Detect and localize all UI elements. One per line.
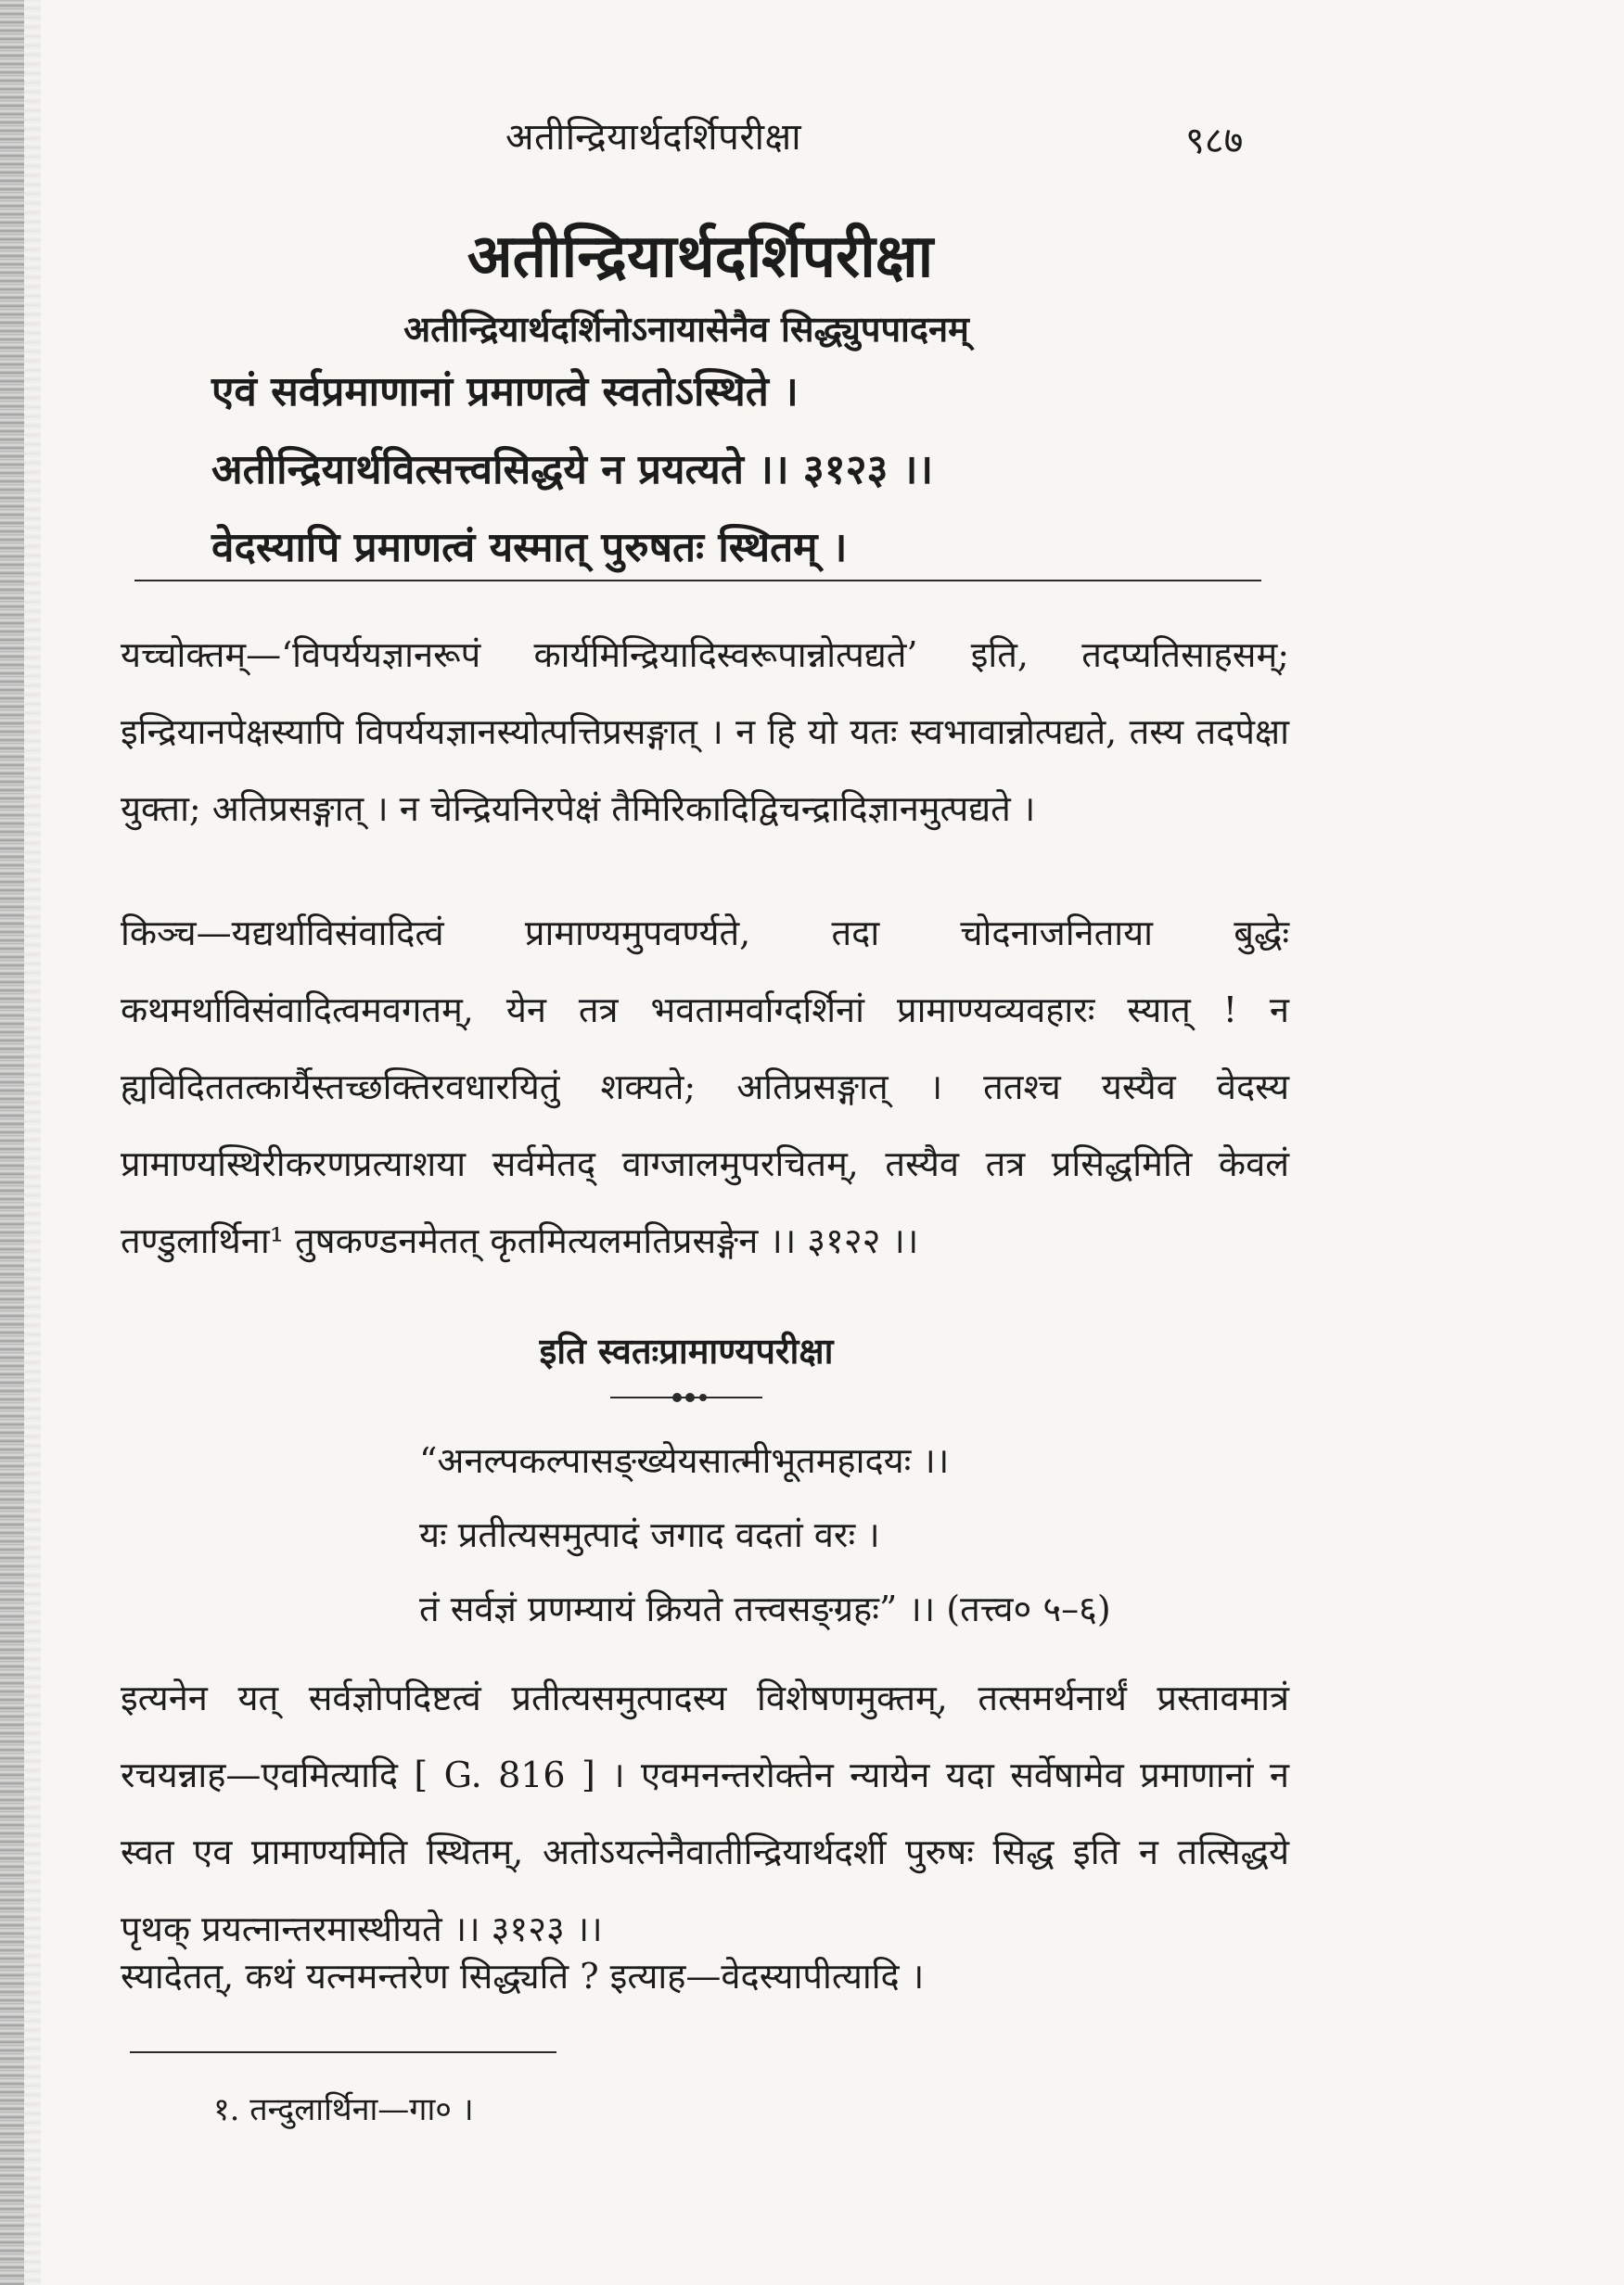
running-head: अतीन्द्रियार्थदर्शिपरीक्षा	[505, 116, 802, 159]
scan-edge-shadow	[0, 0, 24, 2285]
footnote-rule	[130, 2051, 556, 2053]
commentary-paragraph: इत्यनेन यत् सर्वज्ञोपदिष्टत्वं प्रतीत्यसमुत्पादस्य विशेषणमुक्तम्, तत्समर्थनार्थं प्रस्तावमात्रं रचयन्नाह—एवमित्यादि [ G. 816 ] । एवमनन्तरोक्तेन न्यायेन यदा सर्वेषामेव प्रमाणानां न स्वत एव प्रामाण्यमिति स्थितम्, अतोऽयत्नेनैवातीन्द्रियार्थदर्शी पुरुषः सिद्ध इति न तत्सिद्धये पृथक् प्रयत्नान्तरमास्थीयते ।। ३१२३ ।।	[121, 1678, 1289, 1949]
commentary-paragraph: किञ्च—यद्यर्थाविसंवादित्वं प्रामाण्यमुपवर्ण्यते, तदा चोदनाजनिताया बुद्धेः कथमर्थाविसंवादित्वमवगतम्, येन तत्र भवतामर्वाग्दर्शिनां प्रामाण्यव्यवहारः स्यात् ! न ह्यविदिततत्कार्यैस्तच्छक्तिरवधारयितुं शक्यते; अतिप्रसङ्गात् । ततश्च यस्यैव वेदस्य प्रामाण्यस्थिरीकरणप्रत्याशया सर्वमेतद् वाग्जालमुपरचितम्, तस्यैव तत्र प्रसिद्धमिति केवलं तण्डुलार्थिना¹ तुषकण्डनमेतत् कृतमित्यलमतिप्रसङ्गेन ।। ३१२२ ।।	[121, 913, 1289, 1261]
commentary-paragraph: स्यादेतत्, कथं यत्नमन्तरेण सिद्ध्यति ? इत्याह—वेदस्यापीत्यादि ।	[121, 1956, 925, 1997]
quoted-verse-line: यः प्रतीत्यसमुत्पादं जगाद वदतां वरः ।	[419, 1514, 880, 1555]
commentary-paragraph: यच्चोक्तम्—‘विपर्ययज्ञानरूपं कार्यमिन्द्रियादिस्वरूपान्नोत्पद्यते’ इति, तदप्यतिसाहसम्; इन्द्रियानपेक्षस्यापि विपर्ययज्ञानस्योत्पत्तिप्रसङ्गात् । न हि यो यतः स्वभावान्नोत्पद्यते, तस्य तदपेक्षा युक्ता; अतिप्रसङ्गात् । न चेन्द्रियनिरपेक्षं तैमिरिकादिद्विचन्द्रादिज्ञानमुत्पद्यते ।	[121, 634, 1289, 829]
verse-line: अतीन्द्रियार्थवित्सत्त्वसिद्धये न प्रयत्यते ।। ३१२३ ।।	[211, 446, 934, 493]
chapter-title: अतीन्द्रियार्थदर्शिपरीक्षा	[467, 222, 934, 291]
scan-edge-gradient	[24, 0, 41, 2285]
section-colophon: इति स्वतःप्रामाण्यपरीक्षा	[539, 1330, 834, 1372]
verse-divider-rule	[134, 580, 1261, 581]
verse-line: एवं सर्वप्रमाणानां प्रमाणत्वे स्वतोऽस्थिते ।	[211, 368, 799, 415]
chapter-subtitle: अतीन्द्रियार्थदर्शिनोऽनायासेनैव सिद्ध्युपपादनम्	[403, 308, 969, 350]
footnote: १. तन्दुलार्थिना—गा० ।	[213, 2091, 474, 2128]
ornament-divider	[610, 1391, 762, 1404]
verse-line: वेदस्यापि प्रमाणत्वं यस्मात् पुरुषतः स्थितम् ।	[211, 524, 848, 571]
page-number: ९८७	[1185, 120, 1244, 162]
quoted-verse-line: तं सर्वज्ञं प्रणम्यायं क्रियते तत्त्वसङ्ग्रहः” ।। (तत्त्व० ५–६)	[419, 1589, 1111, 1629]
quoted-verse-line: “अनल्पकल्पासङ्ख्येयसात्मीभूतमहादयः ।।	[419, 1440, 950, 1481]
